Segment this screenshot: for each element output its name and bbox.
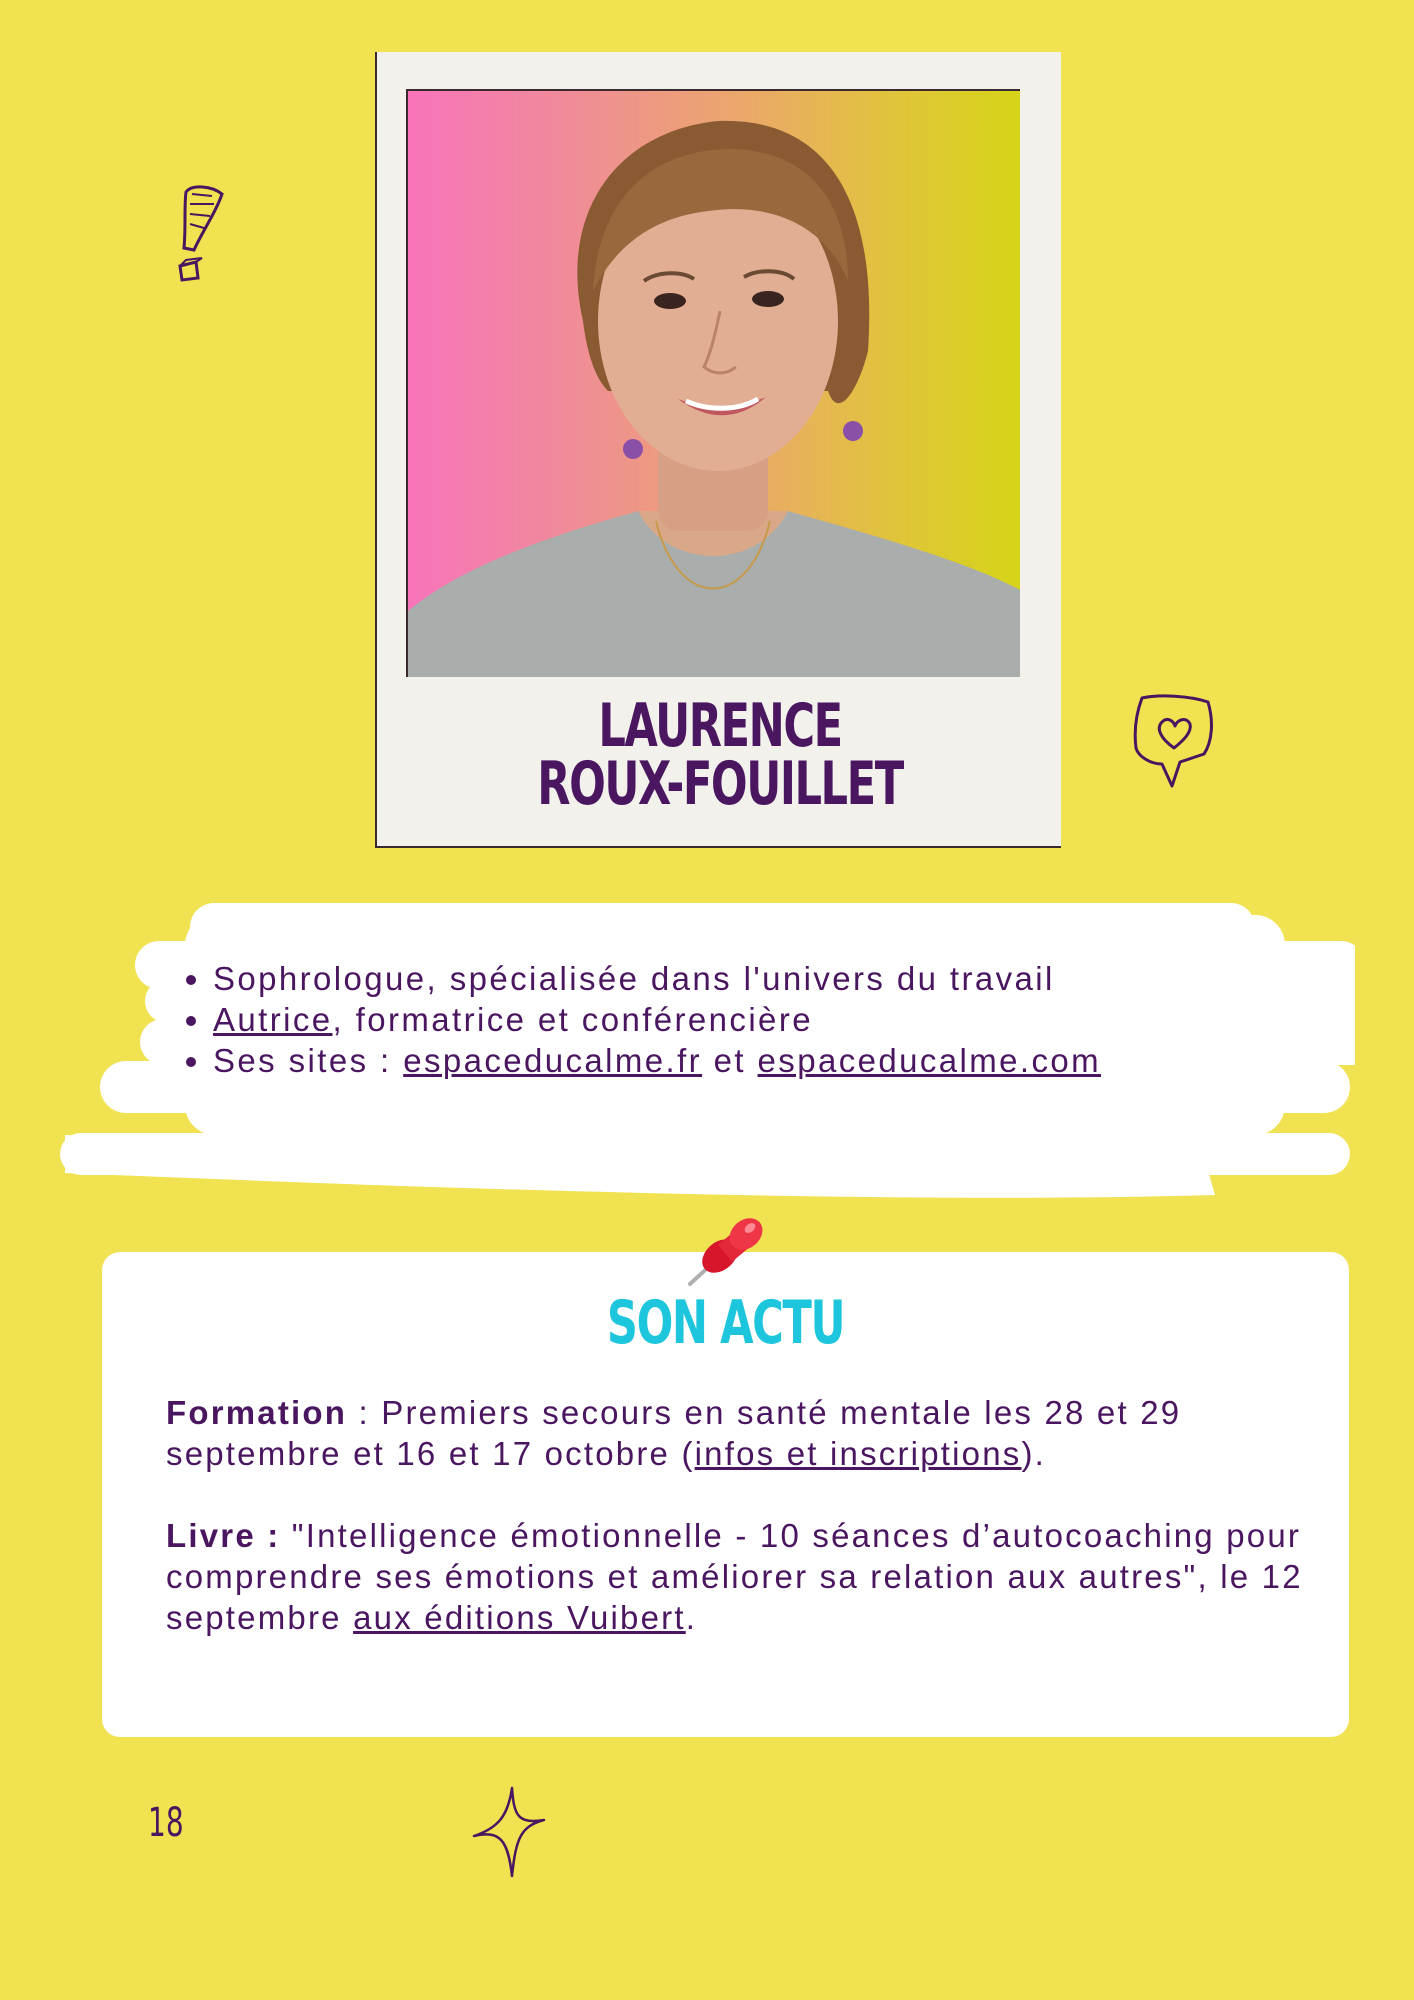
formation-paragraph: Formation : Premiers secours en santé mentale les 28 et 29 septembre et 16 et 17 octobre (infos et inscriptions). xyxy=(166,1394,1182,1472)
profile-photo xyxy=(406,89,1020,677)
profile-polaroid xyxy=(375,52,1061,848)
bio-item-sites: • Ses sites : espaceducalme.fr et espaceducalme.com xyxy=(213,1040,1101,1081)
sparkle-icon xyxy=(472,1786,546,1878)
heart-speech-bubble-icon xyxy=(1130,692,1220,792)
bio-item-profession: • Sophrologue, spécialisée dans l'univers du travail xyxy=(213,958,1101,999)
site-link-com[interactable]: espaceducalme.com xyxy=(757,1042,1102,1079)
actu-card xyxy=(102,1252,1349,1737)
page-number: 18 xyxy=(148,1800,184,1846)
actu-title: SON ACTU xyxy=(606,1288,845,1358)
livre-label: Livre : xyxy=(166,1517,281,1554)
name-second-line: ROUX-FOUILLET xyxy=(537,749,903,819)
portrait-illustration xyxy=(408,91,1020,677)
inscriptions-link[interactable]: infos et inscriptions xyxy=(694,1435,1022,1472)
bio-list xyxy=(140,958,1101,1081)
profile-name xyxy=(473,691,967,819)
name-first-line: LAURENCE xyxy=(598,691,842,761)
livre-paragraph: Livre : "Intelligence émotionnelle - 10 séances d’autocoaching pour comprendre ses émotions et améliorer sa relation aux autres", le 12 septembre aux éditions Vuibert. xyxy=(166,1517,1303,1636)
site-link-fr[interactable]: espaceducalme.fr xyxy=(403,1042,703,1079)
formation-label: Formation xyxy=(166,1394,348,1431)
vuibert-link[interactable]: aux éditions Vuibert xyxy=(353,1599,686,1636)
exclamation-doodle-icon xyxy=(172,182,232,282)
pushpin-icon xyxy=(680,1212,780,1292)
bio-item-roles: • Autrice, formatrice et conférencière xyxy=(213,999,1101,1040)
autrice-link[interactable]: Autrice xyxy=(213,1001,333,1038)
